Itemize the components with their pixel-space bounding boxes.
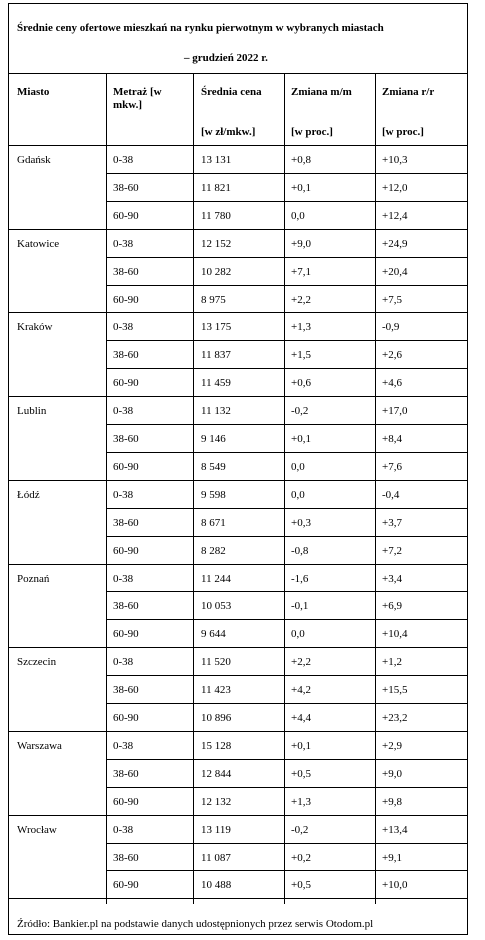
cell-yy: +20,4 (382, 266, 408, 278)
cell-yy: +7,5 (382, 294, 402, 306)
row-divider (106, 508, 467, 509)
row-divider (106, 619, 467, 620)
cell-mm: +2,2 (291, 294, 311, 306)
cell-city: Katowice (17, 238, 60, 250)
cell-area: 38-60 (113, 433, 139, 445)
cell-yy: +2,6 (382, 349, 402, 361)
cell-price: 10 282 (201, 266, 232, 278)
cell-mm: +1,5 (291, 349, 311, 361)
cell-price: 8 975 (201, 294, 226, 306)
column-divider (106, 73, 107, 904)
cell-area: 60-90 (113, 377, 139, 389)
cell-yy: +15,5 (382, 684, 408, 696)
cell-area: 0-38 (113, 740, 134, 752)
cell-price: 11 821 (201, 182, 231, 194)
cell-area: 38-60 (113, 517, 139, 529)
cell-yy: +12,4 (382, 210, 408, 222)
row-divider (106, 201, 467, 202)
cell-city: Gdańsk (17, 154, 51, 166)
cell-mm: +0,5 (291, 879, 311, 891)
cell-price: 8 282 (201, 545, 226, 557)
cell-yy: -0,4 (382, 489, 400, 501)
cell-mm: 0,0 (291, 210, 305, 222)
cell-mm: 0,0 (291, 628, 305, 640)
cell-mm: +1,3 (291, 321, 311, 333)
cell-city: Kraków (17, 321, 53, 333)
cell-price: 8 549 (201, 461, 226, 473)
header-change-mm: Zmiana m/m (291, 86, 352, 98)
cell-mm: +2,2 (291, 656, 311, 668)
cell-price: 12 132 (201, 796, 232, 808)
header-divider (8, 145, 467, 146)
row-divider (106, 675, 467, 676)
cell-mm: +4,4 (291, 712, 311, 724)
cell-price: 11 423 (201, 684, 231, 696)
cell-price: 8 671 (201, 517, 226, 529)
cell-mm: -0,2 (291, 405, 309, 417)
row-divider (106, 591, 467, 592)
cell-city: Łódź (17, 489, 40, 501)
cell-yy: +9,8 (382, 796, 402, 808)
cell-yy: +1,2 (382, 656, 402, 668)
cell-mm: +7,1 (291, 266, 311, 278)
cell-area: 60-90 (113, 879, 139, 891)
cell-area: 0-38 (113, 405, 134, 417)
group-divider (8, 229, 467, 230)
title-divider (8, 73, 467, 74)
cell-yy: +7,6 (382, 461, 402, 473)
cell-area: 0-38 (113, 238, 134, 250)
cell-area: 0-38 (113, 154, 134, 166)
cell-price: 9 146 (201, 433, 226, 445)
row-divider (106, 452, 467, 453)
cell-area: 38-60 (113, 182, 139, 194)
header-price: Średnia cena (201, 86, 262, 98)
cell-mm: +0,6 (291, 377, 311, 389)
row-divider (106, 368, 467, 369)
cell-price: 12 152 (201, 238, 232, 250)
cell-mm: -0,8 (291, 545, 309, 557)
cell-area: 38-60 (113, 852, 139, 864)
group-divider (8, 647, 467, 648)
cell-yy: +8,4 (382, 433, 402, 445)
column-divider (375, 73, 376, 904)
row-divider (106, 759, 467, 760)
cell-area: 60-90 (113, 796, 139, 808)
cell-price: 11 087 (201, 852, 231, 864)
cell-city: Warszawa (17, 740, 62, 752)
cell-area: 60-90 (113, 294, 139, 306)
row-divider (106, 424, 467, 425)
group-divider (8, 731, 467, 732)
cell-mm: 0,0 (291, 489, 305, 501)
group-divider (8, 480, 467, 481)
source-note: Źródło: Bankier.pl na podstawie danych udostępnionych przez serwis Otodom.pl (17, 918, 374, 930)
header-price-unit: [w zł/mkw.] (201, 126, 256, 138)
cell-yy: +2,9 (382, 740, 402, 752)
cell-price: 13 175 (201, 321, 232, 333)
cell-city: Wrocław (17, 824, 57, 836)
cell-area: 38-60 (113, 600, 139, 612)
cell-city: Szczecin (17, 656, 57, 668)
group-divider (8, 564, 467, 565)
cell-price: 11 132 (201, 405, 231, 417)
cell-yy: +13,4 (382, 824, 408, 836)
cell-yy: +9,1 (382, 852, 402, 864)
row-divider (106, 340, 467, 341)
cell-price: 15 128 (201, 740, 232, 752)
cell-yy: +3,7 (382, 517, 402, 529)
cell-mm: +0,8 (291, 154, 311, 166)
cell-price: 12 844 (201, 768, 232, 780)
cell-area: 38-60 (113, 684, 139, 696)
cell-price: 11 780 (201, 210, 231, 222)
cell-mm: +4,2 (291, 684, 311, 696)
cell-price: 10 053 (201, 600, 232, 612)
header-city: Miasto (17, 86, 50, 98)
cell-mm: +0,1 (291, 433, 311, 445)
column-divider (284, 73, 285, 904)
cell-price: 9 644 (201, 628, 226, 640)
cell-area: 0-38 (113, 573, 134, 585)
header-change-yy: Zmiana r/r (382, 86, 435, 98)
cell-mm: +0,1 (291, 182, 311, 194)
cell-price: 11 459 (201, 377, 231, 389)
cell-area: 0-38 (113, 489, 134, 501)
row-divider (106, 536, 467, 537)
cell-area: 60-90 (113, 628, 139, 640)
cell-mm: +0,2 (291, 852, 311, 864)
table-title-line-2: – grudzień 2022 r. (184, 52, 268, 64)
row-divider (106, 703, 467, 704)
cell-price: 13 119 (201, 824, 231, 836)
cell-yy: +10,3 (382, 154, 408, 166)
table-title-line-1: Średnie ceny ofertowe mieszkań na rynku pierwotnym w wybranych miastach (17, 22, 384, 34)
cell-area: 38-60 (113, 349, 139, 361)
row-divider (106, 285, 467, 286)
cell-city: Lublin (17, 405, 47, 417)
column-divider (193, 73, 194, 904)
cell-yy: +9,0 (382, 768, 402, 780)
cell-yy: +17,0 (382, 405, 408, 417)
cell-yy: +10,0 (382, 879, 408, 891)
cell-mm: 0,0 (291, 461, 305, 473)
cell-yy: +6,9 (382, 600, 402, 612)
header-area: Metraż [w mkw.] (113, 86, 162, 111)
row-divider (106, 870, 467, 871)
row-divider (106, 787, 467, 788)
cell-yy: +7,2 (382, 545, 402, 557)
cell-price: 11 244 (201, 573, 231, 585)
cell-mm: -0,2 (291, 824, 309, 836)
cell-area: 0-38 (113, 656, 134, 668)
group-divider (8, 815, 467, 816)
cell-yy: +12,0 (382, 182, 408, 194)
row-divider (106, 173, 467, 174)
cell-area: 60-90 (113, 461, 139, 473)
cell-area: 60-90 (113, 545, 139, 557)
cell-yy: -0,9 (382, 321, 400, 333)
cell-mm: +1,3 (291, 796, 311, 808)
cell-price: 10 488 (201, 879, 232, 891)
cell-yy: +24,9 (382, 238, 408, 250)
cell-price: 13 131 (201, 154, 232, 166)
cell-yy: +23,2 (382, 712, 408, 724)
cell-mm: -1,6 (291, 573, 309, 585)
row-divider (106, 257, 467, 258)
cell-mm: +0,5 (291, 768, 311, 780)
cell-mm: -0,1 (291, 600, 309, 612)
cell-area: 0-38 (113, 321, 134, 333)
group-divider (8, 396, 467, 397)
cell-area: 60-90 (113, 210, 139, 222)
cell-mm: +0,3 (291, 517, 311, 529)
cell-yy: +4,6 (382, 377, 402, 389)
row-divider (106, 843, 467, 844)
cell-yy: +3,4 (382, 573, 402, 585)
cell-price: 11 837 (201, 349, 231, 361)
cell-mm: +9,0 (291, 238, 311, 250)
header-change-yy-unit: [w proc.] (382, 126, 424, 138)
cell-area: 0-38 (113, 824, 134, 836)
header-change-mm-unit: [w proc.] (291, 126, 333, 138)
cell-yy: +10,4 (382, 628, 408, 640)
cell-mm: +0,1 (291, 740, 311, 752)
cell-city: Poznań (17, 573, 50, 585)
cell-area: 38-60 (113, 266, 139, 278)
group-divider (8, 898, 467, 899)
cell-area: 60-90 (113, 712, 139, 724)
cell-price: 11 520 (201, 656, 231, 668)
group-divider (8, 312, 467, 313)
cell-price: 10 896 (201, 712, 232, 724)
cell-area: 38-60 (113, 768, 139, 780)
cell-price: 9 598 (201, 489, 226, 501)
